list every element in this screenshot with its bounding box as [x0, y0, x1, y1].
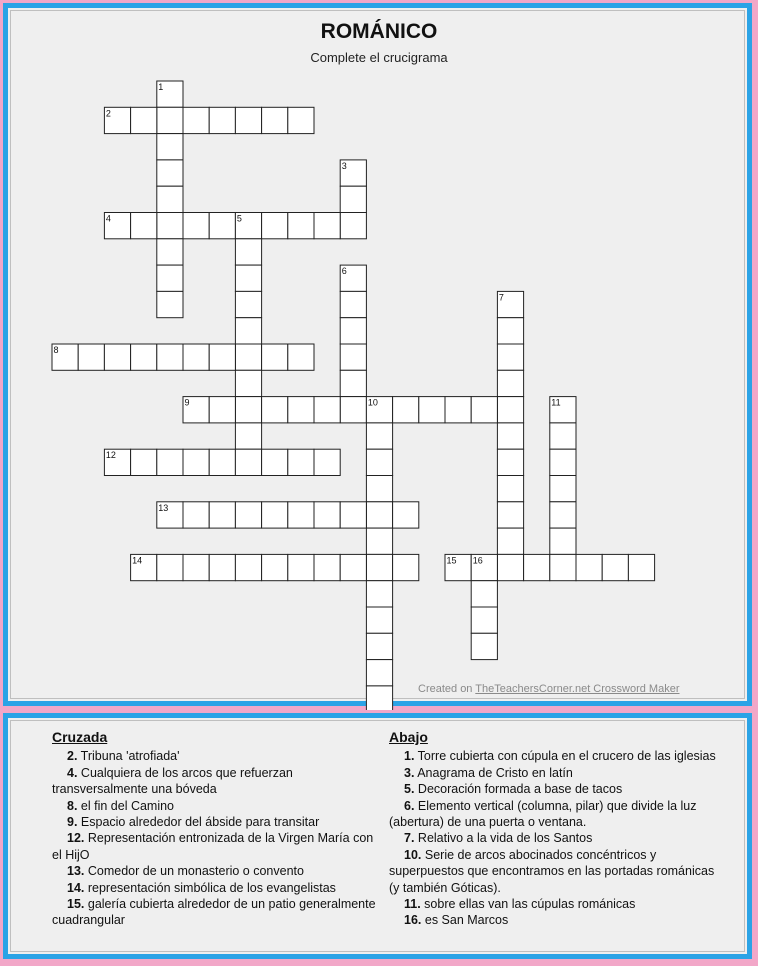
- grid-cell[interactable]: [262, 449, 288, 475]
- grid-cell[interactable]: [419, 397, 445, 423]
- grid-cell[interactable]: [288, 344, 314, 370]
- clue-item: [389, 912, 719, 928]
- cell-number: 6: [341, 266, 347, 277]
- cell-number: 12: [105, 450, 116, 461]
- cell-number: 4: [105, 213, 111, 224]
- grid-cell[interactable]: [497, 502, 523, 528]
- grid-cell[interactable]: [78, 344, 104, 370]
- clue-text: Torre cubierta con cúpula en el crucero de las iglesias: [414, 749, 716, 764]
- grid-cell[interactable]: [183, 554, 209, 580]
- grid-cell[interactable]: [393, 397, 419, 423]
- grid-cell[interactable]: [366, 686, 392, 710]
- grid-cell[interactable]: [235, 344, 261, 370]
- grid-cell[interactable]: [209, 502, 235, 528]
- grid-cell[interactable]: [262, 213, 288, 239]
- grid-cell[interactable]: [288, 397, 314, 423]
- clue-text: es San Marcos: [421, 913, 509, 928]
- credit-link[interactable]: TheTeachersCorner.net Crossword Maker: [475, 683, 680, 695]
- grid-cell[interactable]: [550, 502, 576, 528]
- clue-text: Anagrama de Cristo en latín: [414, 765, 573, 780]
- grid-cell[interactable]: [576, 554, 602, 580]
- grid-cell[interactable]: [235, 318, 261, 344]
- cell-number: 1: [158, 82, 164, 92]
- grid-cell[interactable]: [235, 265, 261, 291]
- clue-text: Elemento vertical (columna, pilar) que divide la luz (abertura) de una puerta o ventana.: [389, 798, 697, 830]
- grid-cell[interactable]: [288, 107, 314, 133]
- clue-item: [52, 896, 382, 929]
- grid-cell[interactable]: [471, 633, 497, 659]
- cell-number: 10: [367, 397, 378, 408]
- grid-cell[interactable]: [235, 502, 261, 528]
- clue-text: Decoración formada a base de tacos: [414, 782, 623, 797]
- grid-cell[interactable]: [235, 397, 261, 423]
- grid-cell[interactable]: [235, 107, 261, 133]
- grid-cell[interactable]: [393, 554, 419, 580]
- clue-number: 9.: [67, 815, 78, 830]
- grid-cell[interactable]: [497, 370, 523, 396]
- down-list: [389, 748, 719, 928]
- cell-number: 15: [446, 555, 457, 566]
- clue-text: Representación entronizada de la Virgen María con el HijO: [52, 831, 374, 862]
- grid-cell[interactable]: [497, 423, 523, 449]
- clue-text: representación simbólica de los evangelistas: [84, 880, 336, 895]
- grid-cell[interactable]: [497, 397, 523, 423]
- grid-cell[interactable]: [366, 660, 392, 686]
- grid-cell[interactable]: [157, 107, 183, 133]
- clue-number: 7.: [404, 831, 415, 846]
- grid-cell[interactable]: [262, 397, 288, 423]
- grid-cell[interactable]: [288, 554, 314, 580]
- clue-number: 15.: [67, 897, 85, 912]
- grid-cell[interactable]: [340, 318, 366, 344]
- clue-item: [52, 863, 382, 879]
- grid-cell[interactable]: [157, 239, 183, 265]
- clue-number: 5.: [404, 782, 415, 797]
- clue-text: sobre ellas van las cúpulas románicas: [420, 897, 636, 912]
- clue-item: [52, 830, 382, 863]
- grid-cell[interactable]: [628, 554, 654, 580]
- grid-cell[interactable]: [366, 476, 392, 502]
- grid-cell[interactable]: [524, 554, 550, 580]
- grid-cell[interactable]: [157, 291, 183, 317]
- cell-number: 11: [551, 397, 561, 408]
- cell-number: 3: [341, 160, 347, 171]
- grid-cell[interactable]: [235, 291, 261, 317]
- clue-text: Tribuna 'atrofiada': [77, 749, 180, 764]
- across-clues: [52, 729, 382, 929]
- grid-cell[interactable]: [314, 397, 340, 423]
- grid-cell[interactable]: [235, 554, 261, 580]
- clue-item: [389, 830, 719, 846]
- grid-cell[interactable]: [157, 265, 183, 291]
- grid-cell[interactable]: [157, 160, 183, 186]
- grid-cell[interactable]: [445, 397, 471, 423]
- grid-cell[interactable]: [340, 397, 366, 423]
- clue-text: Serie de arcos abocinados concéntricos y superpuestos que encontramos en las portadas románicas (y también Góticas).: [389, 847, 715, 895]
- cell-number: 14: [132, 555, 143, 566]
- grid-cell[interactable]: [288, 449, 314, 475]
- grid-cell[interactable]: [157, 213, 183, 239]
- grid-cell[interactable]: [340, 291, 366, 317]
- grid-cell[interactable]: [340, 186, 366, 212]
- grid-cell[interactable]: [262, 502, 288, 528]
- grid-cell[interactable]: [157, 186, 183, 212]
- grid-cell[interactable]: [366, 423, 392, 449]
- down-heading: Abajo: [389, 729, 428, 745]
- clue-item: [52, 798, 382, 814]
- grid-cell[interactable]: [497, 318, 523, 344]
- grid-cell[interactable]: [262, 344, 288, 370]
- clue-item: [389, 847, 719, 896]
- grid-cell[interactable]: [131, 449, 157, 475]
- grid-cell[interactable]: [366, 449, 392, 475]
- grid-cell[interactable]: [314, 213, 340, 239]
- grid-cell[interactable]: [471, 607, 497, 633]
- across-list: [52, 748, 382, 928]
- grid-cell[interactable]: [314, 502, 340, 528]
- grid-cell[interactable]: [366, 581, 392, 607]
- grid-cell[interactable]: [104, 344, 130, 370]
- grid-cell[interactable]: [340, 502, 366, 528]
- grid-cell[interactable]: [366, 633, 392, 659]
- grid-cell[interactable]: [366, 554, 392, 580]
- grid-cell[interactable]: [209, 554, 235, 580]
- clue-text: galería cubierta alrededor de un patio generalmente cuadrangular: [52, 897, 376, 928]
- grid-cell[interactable]: [497, 476, 523, 502]
- grid-cell[interactable]: [157, 449, 183, 475]
- across-heading: Cruzada: [52, 729, 108, 745]
- grid-cell[interactable]: [550, 528, 576, 554]
- clue-item: [389, 748, 719, 764]
- grid-cell[interactable]: [157, 344, 183, 370]
- grid-cell[interactable]: [497, 344, 523, 370]
- clue-text: Comedor de un monasterio o convento: [84, 864, 304, 879]
- grid-cell[interactable]: [550, 476, 576, 502]
- clue-item: [52, 765, 382, 798]
- grid-cell[interactable]: [235, 370, 261, 396]
- grid-cell[interactable]: [209, 107, 235, 133]
- clue-number: 1.: [404, 749, 415, 764]
- cell-number: 7: [498, 292, 504, 303]
- grid-cell[interactable]: [550, 423, 576, 449]
- clue-number: 13.: [67, 864, 85, 879]
- clue-number: 11.: [404, 897, 421, 912]
- clue-number: 4.: [67, 765, 78, 780]
- clue-text: Cualquiera de los arcos que refuerzan transversalmente una bóveda: [52, 765, 293, 797]
- grid-cell[interactable]: [183, 502, 209, 528]
- clue-number: 16.: [404, 913, 422, 928]
- cell-number: 9: [184, 397, 190, 408]
- clue-number: 8.: [67, 798, 78, 813]
- grid-cell[interactable]: [262, 554, 288, 580]
- clue-text: Espacio alrededor del ábside para transitar: [77, 815, 320, 830]
- grid-cell[interactable]: [288, 213, 314, 239]
- grid-cell[interactable]: [602, 554, 628, 580]
- grid-cell[interactable]: [131, 344, 157, 370]
- grid-cell[interactable]: [550, 449, 576, 475]
- grid-cell[interactable]: [497, 554, 523, 580]
- clue-number: 6.: [404, 798, 415, 813]
- clue-item: [389, 798, 719, 831]
- clue-item: [389, 896, 719, 912]
- grid-cell[interactable]: [340, 213, 366, 239]
- grid-cell[interactable]: [235, 239, 261, 265]
- grid-cell[interactable]: [209, 397, 235, 423]
- clue-text: Relativo a la vida de los Santos: [414, 831, 593, 846]
- grid-cell[interactable]: [497, 449, 523, 475]
- clue-item: [52, 814, 382, 830]
- grid-cell[interactable]: [314, 554, 340, 580]
- grid-cell[interactable]: [183, 449, 209, 475]
- grid-cell[interactable]: [340, 554, 366, 580]
- grid-cell[interactable]: [366, 528, 392, 554]
- grid-cell[interactable]: [157, 134, 183, 160]
- clue-number: 10.: [404, 847, 422, 862]
- grid-cell[interactable]: [314, 449, 340, 475]
- grid-cell[interactable]: [209, 344, 235, 370]
- grid-cell[interactable]: [497, 528, 523, 554]
- clue-item: [389, 781, 719, 797]
- credit-prefix: Created on: [418, 683, 476, 695]
- grid-cell[interactable]: [340, 370, 366, 396]
- grid-cell[interactable]: [183, 107, 209, 133]
- clue-number: 3.: [404, 765, 415, 780]
- grid-cell[interactable]: [340, 344, 366, 370]
- clue-number: 14.: [67, 880, 85, 895]
- down-clues: [389, 729, 719, 929]
- grid-cell[interactable]: [393, 502, 419, 528]
- clue-number: 12.: [67, 831, 85, 846]
- clue-item: [52, 880, 382, 896]
- cell-number: 2: [105, 108, 111, 119]
- grid-cell[interactable]: [471, 581, 497, 607]
- grid-cell[interactable]: [183, 344, 209, 370]
- grid-cell[interactable]: [157, 554, 183, 580]
- clue-item: [389, 765, 719, 781]
- grid-cell[interactable]: [288, 502, 314, 528]
- grid-cell[interactable]: [131, 107, 157, 133]
- cell-number: 5: [236, 213, 242, 224]
- clue-item: [52, 748, 382, 764]
- grid-cell[interactable]: [235, 423, 261, 449]
- cell-number: 8: [53, 345, 59, 355]
- clue-number: 2.: [67, 749, 78, 764]
- grid-cell[interactable]: [366, 607, 392, 633]
- cell-number: 13: [158, 502, 169, 513]
- cell-number: 16: [472, 555, 483, 566]
- grid-cell[interactable]: [262, 107, 288, 133]
- grid-cell[interactable]: [550, 554, 576, 580]
- puzzle-subtitle: Complete el crucigrama: [310, 50, 448, 65]
- grid-cell[interactable]: [366, 502, 392, 528]
- grid-cell[interactable]: [209, 449, 235, 475]
- grid-cell[interactable]: [235, 449, 261, 475]
- grid-cell[interactable]: [471, 397, 497, 423]
- grid-cell[interactable]: [209, 213, 235, 239]
- grid-cell[interactable]: [183, 213, 209, 239]
- grid-cell[interactable]: [131, 213, 157, 239]
- puzzle-title: ROMÁNICO: [320, 20, 438, 43]
- clue-text: el fin del Camino: [77, 798, 175, 813]
- credit-line: [418, 683, 680, 695]
